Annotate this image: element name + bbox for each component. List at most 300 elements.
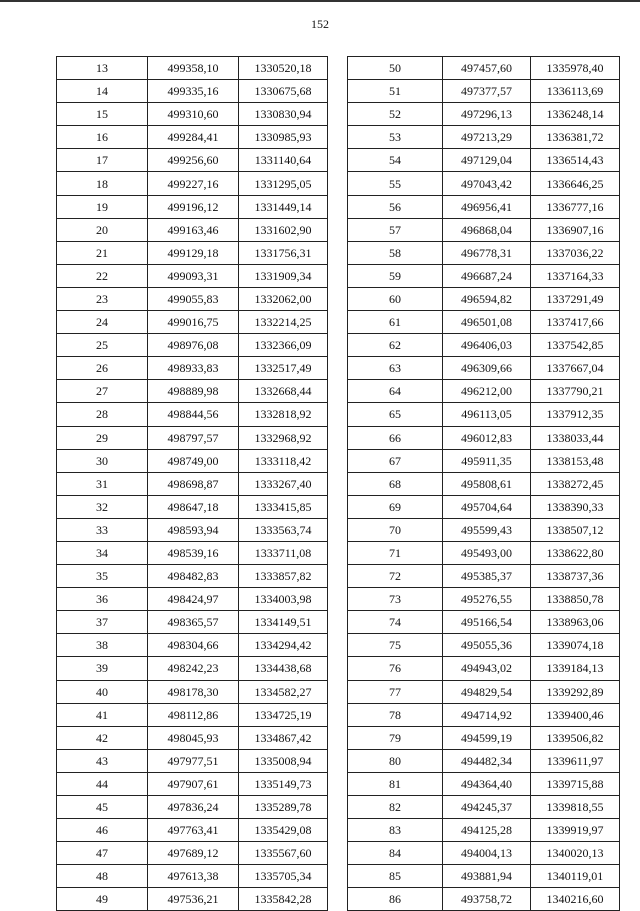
y-coordinate-cell: 1337036,22 bbox=[531, 241, 620, 264]
table-row bbox=[348, 241, 620, 264]
point-number-cell: 23 bbox=[57, 287, 148, 310]
point-number-cell: 33 bbox=[57, 518, 148, 541]
point-number-cell: 35 bbox=[57, 565, 148, 588]
y-coordinate-cell: 1334725,19 bbox=[239, 703, 328, 726]
y-coordinate-cell: 1339919,97 bbox=[531, 819, 620, 842]
x-coordinate-cell: 497536,21 bbox=[148, 888, 239, 911]
table-row bbox=[348, 287, 620, 310]
table-row bbox=[57, 264, 328, 287]
y-coordinate-cell: 1332517,49 bbox=[239, 357, 328, 380]
point-number-cell: 34 bbox=[57, 541, 148, 564]
x-coordinate-cell: 493881,94 bbox=[443, 865, 531, 888]
table-row bbox=[57, 634, 328, 657]
y-coordinate-cell: 1335289,78 bbox=[239, 796, 328, 819]
table-row bbox=[57, 195, 328, 218]
y-coordinate-cell: 1331140,64 bbox=[239, 149, 328, 172]
x-coordinate-cell: 497836,24 bbox=[148, 796, 239, 819]
x-coordinate-cell: 498797,57 bbox=[148, 426, 239, 449]
point-number-cell: 37 bbox=[57, 611, 148, 634]
table-row bbox=[348, 334, 620, 357]
point-number-cell: 47 bbox=[57, 842, 148, 865]
x-coordinate-cell: 497689,12 bbox=[148, 842, 239, 865]
x-coordinate-cell: 497977,51 bbox=[148, 749, 239, 772]
point-number-cell: 29 bbox=[57, 426, 148, 449]
table-row bbox=[348, 634, 620, 657]
table-row bbox=[348, 57, 620, 80]
table-row bbox=[348, 680, 620, 703]
table-row bbox=[348, 126, 620, 149]
top-border bbox=[0, 0, 640, 2]
table-row bbox=[57, 541, 328, 564]
y-coordinate-cell: 1338390,33 bbox=[531, 495, 620, 518]
y-coordinate-cell: 1338507,12 bbox=[531, 518, 620, 541]
x-coordinate-cell: 496594,82 bbox=[443, 287, 531, 310]
table-row bbox=[57, 241, 328, 264]
y-coordinate-cell: 1335008,94 bbox=[239, 749, 328, 772]
table-row bbox=[57, 749, 328, 772]
x-coordinate-cell: 496687,24 bbox=[443, 264, 531, 287]
table-row bbox=[57, 796, 328, 819]
page-number: 152 bbox=[311, 17, 329, 31]
point-number-cell: 45 bbox=[57, 796, 148, 819]
point-number-cell: 64 bbox=[348, 380, 443, 403]
point-number-cell: 75 bbox=[348, 634, 443, 657]
x-coordinate-cell: 496956,41 bbox=[443, 195, 531, 218]
x-coordinate-cell: 495911,35 bbox=[443, 449, 531, 472]
y-coordinate-cell: 1338272,45 bbox=[531, 472, 620, 495]
x-coordinate-cell: 499227,16 bbox=[148, 172, 239, 195]
y-coordinate-cell: 1334438,68 bbox=[239, 657, 328, 680]
table-row bbox=[348, 495, 620, 518]
point-number-cell: 24 bbox=[57, 311, 148, 334]
table-row bbox=[348, 426, 620, 449]
table-row bbox=[57, 772, 328, 795]
table-row bbox=[57, 565, 328, 588]
x-coordinate-cell: 497613,38 bbox=[148, 865, 239, 888]
y-coordinate-cell: 1336248,14 bbox=[531, 103, 620, 126]
y-coordinate-cell: 1336907,16 bbox=[531, 218, 620, 241]
y-coordinate-cell: 1330830,94 bbox=[239, 103, 328, 126]
y-coordinate-cell: 1336514,43 bbox=[531, 149, 620, 172]
y-coordinate-cell: 1336381,72 bbox=[531, 126, 620, 149]
point-number-cell: 25 bbox=[57, 334, 148, 357]
point-number-cell: 30 bbox=[57, 449, 148, 472]
coordinates-table-right bbox=[347, 56, 620, 911]
table-row bbox=[57, 472, 328, 495]
table-row bbox=[57, 680, 328, 703]
point-number-cell: 41 bbox=[57, 703, 148, 726]
point-number-cell: 78 bbox=[348, 703, 443, 726]
point-number-cell: 48 bbox=[57, 865, 148, 888]
table-row bbox=[57, 726, 328, 749]
table-row bbox=[348, 749, 620, 772]
y-coordinate-cell: 1339818,55 bbox=[531, 796, 620, 819]
table-row bbox=[348, 264, 620, 287]
y-coordinate-cell: 1336777,16 bbox=[531, 195, 620, 218]
x-coordinate-cell: 498976,08 bbox=[148, 334, 239, 357]
x-coordinate-cell: 497907,61 bbox=[148, 772, 239, 795]
point-number-cell: 51 bbox=[348, 80, 443, 103]
point-number-cell: 59 bbox=[348, 264, 443, 287]
point-number-cell: 65 bbox=[348, 403, 443, 426]
table-row bbox=[57, 126, 328, 149]
y-coordinate-cell: 1334294,42 bbox=[239, 634, 328, 657]
point-number-cell: 46 bbox=[57, 819, 148, 842]
point-number-cell: 17 bbox=[57, 149, 148, 172]
x-coordinate-cell: 499016,75 bbox=[148, 311, 239, 334]
y-coordinate-cell: 1334003,98 bbox=[239, 588, 328, 611]
x-coordinate-cell: 498365,57 bbox=[148, 611, 239, 634]
x-coordinate-cell: 499129,18 bbox=[148, 241, 239, 264]
x-coordinate-cell: 498698,87 bbox=[148, 472, 239, 495]
point-number-cell: 18 bbox=[57, 172, 148, 195]
point-number-cell: 60 bbox=[348, 287, 443, 310]
y-coordinate-cell: 1332818,92 bbox=[239, 403, 328, 426]
point-number-cell: 63 bbox=[348, 357, 443, 380]
x-coordinate-cell: 498933,83 bbox=[148, 357, 239, 380]
x-coordinate-cell: 497377,57 bbox=[443, 80, 531, 103]
x-coordinate-cell: 499093,31 bbox=[148, 264, 239, 287]
point-number-cell: 55 bbox=[348, 172, 443, 195]
x-coordinate-cell: 496868,04 bbox=[443, 218, 531, 241]
point-number-cell: 81 bbox=[348, 772, 443, 795]
x-coordinate-cell: 499055,83 bbox=[148, 287, 239, 310]
x-coordinate-cell: 495055,36 bbox=[443, 634, 531, 657]
y-coordinate-cell: 1332968,92 bbox=[239, 426, 328, 449]
point-number-cell: 56 bbox=[348, 195, 443, 218]
y-coordinate-cell: 1335149,73 bbox=[239, 772, 328, 795]
point-number-cell: 44 bbox=[57, 772, 148, 795]
table-row bbox=[57, 380, 328, 403]
x-coordinate-cell: 497213,29 bbox=[443, 126, 531, 149]
x-coordinate-cell: 498647,18 bbox=[148, 495, 239, 518]
x-coordinate-cell: 494482,34 bbox=[443, 749, 531, 772]
point-number-cell: 79 bbox=[348, 726, 443, 749]
x-coordinate-cell: 496212,00 bbox=[443, 380, 531, 403]
point-number-cell: 28 bbox=[57, 403, 148, 426]
table-row bbox=[348, 657, 620, 680]
y-coordinate-cell: 1337912,35 bbox=[531, 403, 620, 426]
table-row bbox=[57, 57, 328, 80]
point-number-cell: 31 bbox=[57, 472, 148, 495]
x-coordinate-cell: 499163,46 bbox=[148, 218, 239, 241]
x-coordinate-cell: 497043,42 bbox=[443, 172, 531, 195]
y-coordinate-cell: 1330520,18 bbox=[239, 57, 328, 80]
y-coordinate-cell: 1336113,69 bbox=[531, 80, 620, 103]
x-coordinate-cell: 498844,56 bbox=[148, 403, 239, 426]
x-coordinate-cell: 495808,61 bbox=[443, 472, 531, 495]
y-coordinate-cell: 1339506,82 bbox=[531, 726, 620, 749]
y-coordinate-cell: 1331756,31 bbox=[239, 241, 328, 264]
point-number-cell: 85 bbox=[348, 865, 443, 888]
y-coordinate-cell: 1333267,40 bbox=[239, 472, 328, 495]
point-number-cell: 26 bbox=[57, 357, 148, 380]
y-coordinate-cell: 1337667,04 bbox=[531, 357, 620, 380]
table-row bbox=[57, 888, 328, 911]
y-coordinate-cell: 1333857,82 bbox=[239, 565, 328, 588]
point-number-cell: 38 bbox=[57, 634, 148, 657]
table-row bbox=[57, 218, 328, 241]
table-row bbox=[348, 796, 620, 819]
point-number-cell: 32 bbox=[57, 495, 148, 518]
table-row bbox=[348, 472, 620, 495]
table-row bbox=[348, 218, 620, 241]
y-coordinate-cell: 1337164,33 bbox=[531, 264, 620, 287]
y-coordinate-cell: 1338153,48 bbox=[531, 449, 620, 472]
point-number-cell: 71 bbox=[348, 541, 443, 564]
y-coordinate-cell: 1339184,13 bbox=[531, 657, 620, 680]
y-coordinate-cell: 1332366,09 bbox=[239, 334, 328, 357]
y-coordinate-cell: 1338737,36 bbox=[531, 565, 620, 588]
x-coordinate-cell: 498045,93 bbox=[148, 726, 239, 749]
point-number-cell: 13 bbox=[57, 57, 148, 80]
table-row bbox=[57, 842, 328, 865]
point-number-cell: 83 bbox=[348, 819, 443, 842]
x-coordinate-cell: 495166,54 bbox=[443, 611, 531, 634]
table-row bbox=[348, 149, 620, 172]
y-coordinate-cell: 1335567,60 bbox=[239, 842, 328, 865]
x-coordinate-cell: 499256,60 bbox=[148, 149, 239, 172]
point-number-cell: 53 bbox=[348, 126, 443, 149]
point-number-cell: 36 bbox=[57, 588, 148, 611]
table-body bbox=[57, 57, 328, 911]
point-number-cell: 49 bbox=[57, 888, 148, 911]
point-number-cell: 15 bbox=[57, 103, 148, 126]
y-coordinate-cell: 1331295,05 bbox=[239, 172, 328, 195]
point-number-cell: 72 bbox=[348, 565, 443, 588]
y-coordinate-cell: 1334582,27 bbox=[239, 680, 328, 703]
x-coordinate-cell: 496309,66 bbox=[443, 357, 531, 380]
table-row bbox=[348, 772, 620, 795]
table-row bbox=[348, 588, 620, 611]
table-row bbox=[348, 357, 620, 380]
x-coordinate-cell: 499335,16 bbox=[148, 80, 239, 103]
y-coordinate-cell: 1332062,00 bbox=[239, 287, 328, 310]
x-coordinate-cell: 494714,92 bbox=[443, 703, 531, 726]
table-row bbox=[57, 495, 328, 518]
y-coordinate-cell: 1340216,60 bbox=[531, 888, 620, 911]
table-row bbox=[348, 726, 620, 749]
table-row bbox=[348, 865, 620, 888]
x-coordinate-cell: 496113,05 bbox=[443, 403, 531, 426]
y-coordinate-cell: 1337417,66 bbox=[531, 311, 620, 334]
table-row bbox=[348, 403, 620, 426]
y-coordinate-cell: 1333415,85 bbox=[239, 495, 328, 518]
table-row bbox=[57, 103, 328, 126]
table-row bbox=[348, 888, 620, 911]
table-row bbox=[348, 541, 620, 564]
y-coordinate-cell: 1333563,74 bbox=[239, 518, 328, 541]
x-coordinate-cell: 498593,94 bbox=[148, 518, 239, 541]
point-number-cell: 21 bbox=[57, 241, 148, 264]
y-coordinate-cell: 1338033,44 bbox=[531, 426, 620, 449]
x-coordinate-cell: 495704,64 bbox=[443, 495, 531, 518]
point-number-cell: 50 bbox=[348, 57, 443, 80]
table-row bbox=[57, 80, 328, 103]
x-coordinate-cell: 497763,41 bbox=[148, 819, 239, 842]
y-coordinate-cell: 1337542,85 bbox=[531, 334, 620, 357]
x-coordinate-cell: 498112,86 bbox=[148, 703, 239, 726]
y-coordinate-cell: 1336646,25 bbox=[531, 172, 620, 195]
point-number-cell: 66 bbox=[348, 426, 443, 449]
y-coordinate-cell: 1339611,97 bbox=[531, 749, 620, 772]
x-coordinate-cell: 496778,31 bbox=[443, 241, 531, 264]
point-number-cell: 67 bbox=[348, 449, 443, 472]
x-coordinate-cell: 497296,13 bbox=[443, 103, 531, 126]
table-row bbox=[57, 403, 328, 426]
point-number-cell: 54 bbox=[348, 149, 443, 172]
y-coordinate-cell: 1338963,06 bbox=[531, 611, 620, 634]
y-coordinate-cell: 1335978,40 bbox=[531, 57, 620, 80]
x-coordinate-cell: 494943,02 bbox=[443, 657, 531, 680]
point-number-cell: 39 bbox=[57, 657, 148, 680]
point-number-cell: 20 bbox=[57, 218, 148, 241]
table-row bbox=[348, 80, 620, 103]
x-coordinate-cell: 498424,97 bbox=[148, 588, 239, 611]
table-row bbox=[348, 819, 620, 842]
x-coordinate-cell: 498242,23 bbox=[148, 657, 239, 680]
x-coordinate-cell: 494829,54 bbox=[443, 680, 531, 703]
table-row bbox=[57, 865, 328, 888]
point-number-cell: 69 bbox=[348, 495, 443, 518]
table-row bbox=[348, 103, 620, 126]
y-coordinate-cell: 1338850,78 bbox=[531, 588, 620, 611]
x-coordinate-cell: 496501,08 bbox=[443, 311, 531, 334]
point-number-cell: 22 bbox=[57, 264, 148, 287]
point-number-cell: 43 bbox=[57, 749, 148, 772]
x-coordinate-cell: 497129,04 bbox=[443, 149, 531, 172]
y-coordinate-cell: 1338622,80 bbox=[531, 541, 620, 564]
y-coordinate-cell: 1331909,34 bbox=[239, 264, 328, 287]
point-number-cell: 14 bbox=[57, 80, 148, 103]
point-number-cell: 76 bbox=[348, 657, 443, 680]
y-coordinate-cell: 1333711,08 bbox=[239, 541, 328, 564]
y-coordinate-cell: 1334149,51 bbox=[239, 611, 328, 634]
point-number-cell: 68 bbox=[348, 472, 443, 495]
point-number-cell: 58 bbox=[348, 241, 443, 264]
x-coordinate-cell: 498304,66 bbox=[148, 634, 239, 657]
x-coordinate-cell: 497457,60 bbox=[443, 57, 531, 80]
x-coordinate-cell: 494004,13 bbox=[443, 842, 531, 865]
table-row bbox=[57, 588, 328, 611]
table-row bbox=[348, 518, 620, 541]
y-coordinate-cell: 1339292,89 bbox=[531, 680, 620, 703]
table-row bbox=[57, 149, 328, 172]
x-coordinate-cell: 494125,28 bbox=[443, 819, 531, 842]
table-row bbox=[57, 311, 328, 334]
x-coordinate-cell: 498889,98 bbox=[148, 380, 239, 403]
table-row bbox=[57, 287, 328, 310]
table-row bbox=[348, 172, 620, 195]
y-coordinate-cell: 1339715,88 bbox=[531, 772, 620, 795]
y-coordinate-cell: 1333118,42 bbox=[239, 449, 328, 472]
x-coordinate-cell: 494364,40 bbox=[443, 772, 531, 795]
table-row bbox=[57, 449, 328, 472]
table-body bbox=[348, 57, 620, 911]
table-row bbox=[57, 703, 328, 726]
x-coordinate-cell: 495599,43 bbox=[443, 518, 531, 541]
table-row bbox=[348, 611, 620, 634]
table-row bbox=[348, 380, 620, 403]
point-number-cell: 42 bbox=[57, 726, 148, 749]
point-number-cell: 86 bbox=[348, 888, 443, 911]
y-coordinate-cell: 1331602,90 bbox=[239, 218, 328, 241]
table-row bbox=[57, 611, 328, 634]
x-coordinate-cell: 495276,55 bbox=[443, 588, 531, 611]
table-row bbox=[348, 703, 620, 726]
point-number-cell: 84 bbox=[348, 842, 443, 865]
coordinates-table-left bbox=[56, 56, 328, 911]
y-coordinate-cell: 1334867,42 bbox=[239, 726, 328, 749]
y-coordinate-cell: 1335705,34 bbox=[239, 865, 328, 888]
y-coordinate-cell: 1337291,49 bbox=[531, 287, 620, 310]
point-number-cell: 61 bbox=[348, 311, 443, 334]
table-row bbox=[57, 426, 328, 449]
y-coordinate-cell: 1332214,25 bbox=[239, 311, 328, 334]
table-row bbox=[57, 518, 328, 541]
table-row bbox=[57, 357, 328, 380]
x-coordinate-cell: 493758,72 bbox=[443, 888, 531, 911]
point-number-cell: 52 bbox=[348, 103, 443, 126]
x-coordinate-cell: 499284,41 bbox=[148, 126, 239, 149]
point-number-cell: 82 bbox=[348, 796, 443, 819]
point-number-cell: 73 bbox=[348, 588, 443, 611]
x-coordinate-cell: 494245,37 bbox=[443, 796, 531, 819]
x-coordinate-cell: 496406,03 bbox=[443, 334, 531, 357]
table-row bbox=[348, 311, 620, 334]
table-row bbox=[348, 449, 620, 472]
x-coordinate-cell: 494599,19 bbox=[443, 726, 531, 749]
y-coordinate-cell: 1339400,46 bbox=[531, 703, 620, 726]
x-coordinate-cell: 498749,00 bbox=[148, 449, 239, 472]
table-row bbox=[348, 565, 620, 588]
x-coordinate-cell: 498539,16 bbox=[148, 541, 239, 564]
x-coordinate-cell: 498178,30 bbox=[148, 680, 239, 703]
table-row bbox=[57, 819, 328, 842]
table-row bbox=[57, 334, 328, 357]
table-row bbox=[348, 842, 620, 865]
table-row bbox=[57, 172, 328, 195]
x-coordinate-cell: 499196,12 bbox=[148, 195, 239, 218]
point-number-cell: 77 bbox=[348, 680, 443, 703]
point-number-cell: 80 bbox=[348, 749, 443, 772]
y-coordinate-cell: 1330985,93 bbox=[239, 126, 328, 149]
y-coordinate-cell: 1335842,28 bbox=[239, 888, 328, 911]
y-coordinate-cell: 1340020,13 bbox=[531, 842, 620, 865]
point-number-cell: 27 bbox=[57, 380, 148, 403]
x-coordinate-cell: 495385,37 bbox=[443, 565, 531, 588]
point-number-cell: 57 bbox=[348, 218, 443, 241]
point-number-cell: 62 bbox=[348, 334, 443, 357]
table-row bbox=[348, 195, 620, 218]
point-number-cell: 40 bbox=[57, 680, 148, 703]
y-coordinate-cell: 1339074,18 bbox=[531, 634, 620, 657]
y-coordinate-cell: 1340119,01 bbox=[531, 865, 620, 888]
table-row bbox=[57, 657, 328, 680]
point-number-cell: 70 bbox=[348, 518, 443, 541]
x-coordinate-cell: 499310,60 bbox=[148, 103, 239, 126]
y-coordinate-cell: 1335429,08 bbox=[239, 819, 328, 842]
point-number-cell: 74 bbox=[348, 611, 443, 634]
x-coordinate-cell: 498482,83 bbox=[148, 565, 239, 588]
x-coordinate-cell: 496012,83 bbox=[443, 426, 531, 449]
y-coordinate-cell: 1332668,44 bbox=[239, 380, 328, 403]
y-coordinate-cell: 1330675,68 bbox=[239, 80, 328, 103]
x-coordinate-cell: 495493,00 bbox=[443, 541, 531, 564]
x-coordinate-cell: 499358,10 bbox=[148, 57, 239, 80]
y-coordinate-cell: 1331449,14 bbox=[239, 195, 328, 218]
y-coordinate-cell: 1337790,21 bbox=[531, 380, 620, 403]
